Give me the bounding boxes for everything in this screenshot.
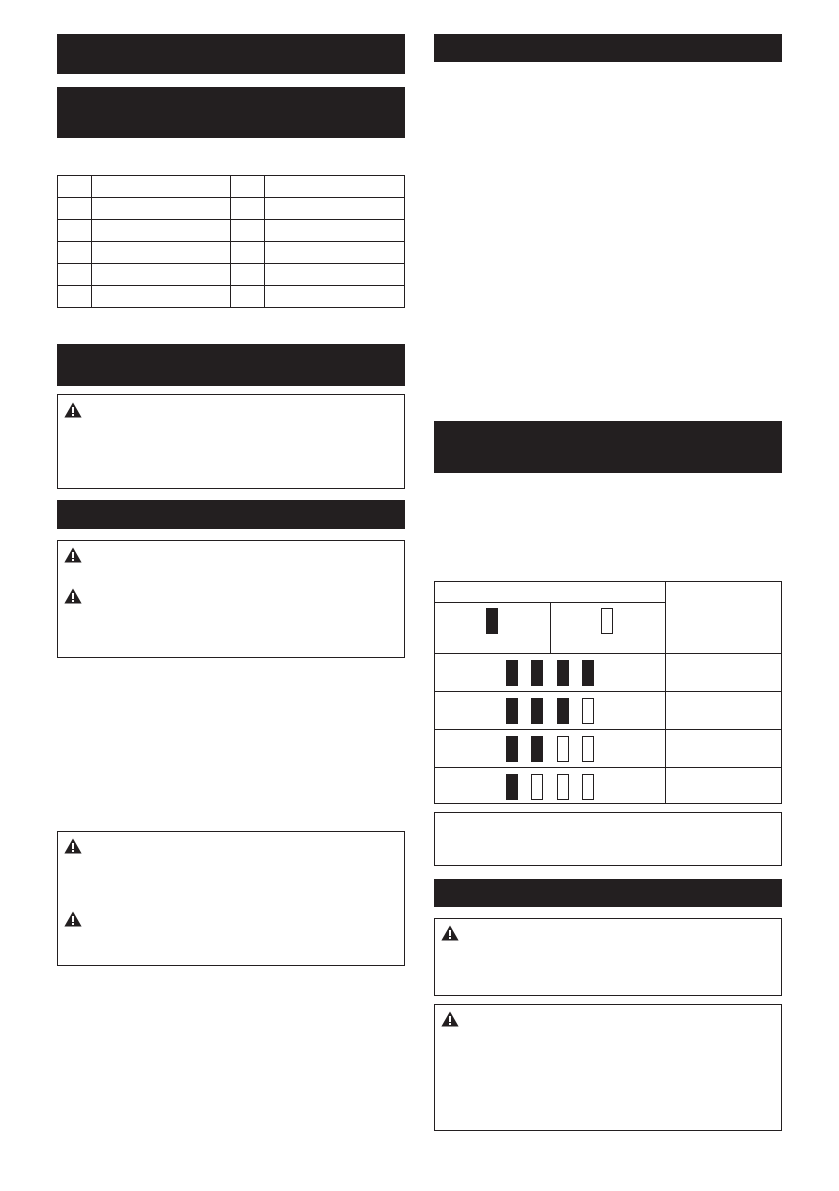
table-divider <box>435 653 781 654</box>
section-header-bar <box>57 34 405 74</box>
warning-triangle-icon <box>441 925 459 941</box>
warning-triangle-icon <box>64 402 82 418</box>
parts-table <box>57 175 405 308</box>
table-cell <box>265 198 405 220</box>
lit-segment-icon <box>486 608 498 634</box>
unlit-segment-icon <box>531 774 543 800</box>
section-header-bar <box>434 879 782 907</box>
lit-segment-icon <box>506 660 518 686</box>
table-divider <box>550 602 551 653</box>
lit-segment-icon <box>557 698 569 724</box>
section-header-bar <box>434 421 782 473</box>
table-cell <box>91 242 231 264</box>
warning-box <box>434 1004 782 1131</box>
table-cell <box>58 264 92 286</box>
warning-box <box>434 918 782 996</box>
table-cell <box>265 220 405 242</box>
unlit-segment-icon <box>582 774 594 800</box>
unlit-segment-icon <box>557 736 569 762</box>
table-row <box>58 264 405 286</box>
lit-segment-icon <box>506 736 518 762</box>
table-row <box>58 286 405 308</box>
unlit-segment-icon <box>582 736 594 762</box>
table-cell <box>231 198 265 220</box>
warning-box <box>57 394 405 489</box>
section-header-bar <box>57 500 405 529</box>
lit-segment-icon <box>506 698 518 724</box>
lit-segment-icon <box>531 698 543 724</box>
warning-triangle-icon <box>441 1011 459 1027</box>
unlit-segment-icon <box>557 774 569 800</box>
table-row <box>58 176 405 198</box>
table-cell <box>91 264 231 286</box>
table-cell <box>231 220 265 242</box>
table-cell <box>91 198 231 220</box>
lit-segment-icon <box>506 774 518 800</box>
table-cell <box>231 176 265 198</box>
table-cell <box>58 242 92 264</box>
warning-triangle-icon <box>64 911 82 927</box>
table-cell <box>91 220 231 242</box>
table-row <box>58 242 405 264</box>
table-cell <box>58 220 92 242</box>
table-cell <box>58 286 92 308</box>
battery-indicator-table <box>434 581 782 804</box>
lit-segment-icon <box>531 660 543 686</box>
unlit-segment-icon <box>601 608 613 634</box>
table-divider <box>435 729 781 730</box>
lit-segment-icon <box>582 660 594 686</box>
table-row <box>58 198 405 220</box>
warning-triangle-icon <box>64 588 82 604</box>
section-header-bar <box>57 87 405 138</box>
warning-triangle-icon <box>64 838 82 854</box>
warning-box <box>57 831 405 966</box>
warning-box <box>57 540 405 658</box>
table-cell <box>265 242 405 264</box>
lit-segment-icon <box>531 736 543 762</box>
table-cell <box>265 286 405 308</box>
table-cell <box>231 286 265 308</box>
table-cell <box>91 286 231 308</box>
table-cell <box>265 264 405 286</box>
table-divider <box>665 582 666 803</box>
warning-triangle-icon <box>64 547 82 563</box>
table-divider <box>435 691 781 692</box>
table-row <box>58 220 405 242</box>
note-box <box>434 812 782 866</box>
table-cell <box>231 242 265 264</box>
table-cell <box>91 176 231 198</box>
section-header-bar <box>57 344 405 386</box>
section-header-bar <box>434 34 782 62</box>
lit-segment-icon <box>557 660 569 686</box>
table-divider <box>435 767 781 768</box>
table-cell <box>58 176 92 198</box>
table-cell <box>231 264 265 286</box>
unlit-segment-icon <box>582 698 594 724</box>
table-cell <box>58 198 92 220</box>
table-cell <box>265 176 405 198</box>
